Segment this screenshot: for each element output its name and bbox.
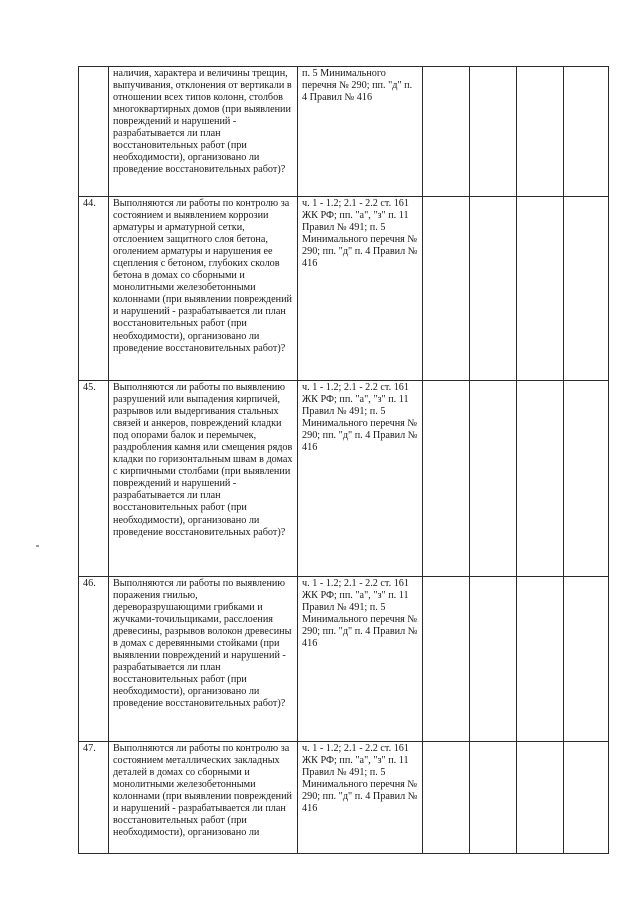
legal-references: п. 5 Минимального перечня № 290; пп. "д" п. 4 Правил № 416 <box>298 67 423 197</box>
check-question: наличия, характера и величины трещин, выпучивания, отклонения от вертикали в отношении всех типов колонн, столбов многоквартирных домов (при выявлении повреждений и нарушений - разрабатывается ли план восстановительных работ (при необходимости), организовано ли проведение восстановительных работ)? <box>109 67 298 197</box>
legal-references: ч. 1 - 1.2; 2.1 - 2.2 ст. 161 ЖК РФ; пп. "а", "з" п. 11 Правил № 491; п. 5 Минимального перечня № 290; пп. "д" п. 4 Правил № 416 <box>298 742 423 854</box>
answer-no-cell <box>470 577 517 742</box>
row-number: 47. <box>79 742 109 854</box>
table-row <box>79 742 609 854</box>
answer-no-cell <box>470 67 517 197</box>
checklist-table-region <box>78 66 608 854</box>
notes-cell <box>564 67 609 197</box>
legal-references: ч. 1 - 1.2; 2.1 - 2.2 ст. 161 ЖК РФ; пп. "а", "з" п. 11 Правил № 491; п. 5 Минимального перечня № 290; пп. "д" п. 4 Правил № 416 <box>298 577 423 742</box>
not-applicable-cell <box>517 742 564 854</box>
answer-yes-cell <box>423 67 470 197</box>
notes-cell <box>564 742 609 854</box>
notes-cell <box>564 197 609 381</box>
scan-speck <box>36 545 39 547</box>
legal-references: ч. 1 - 1.2; 2.1 - 2.2 ст. 161 ЖК РФ; пп. "а", "з" п. 11 Правил № 491; п. 5 Минимального перечня № 290; пп. "д" п. 4 Правил № 416 <box>298 381 423 577</box>
row-number <box>79 67 109 197</box>
legal-references: ч. 1 - 1.2; 2.1 - 2.2 ст. 161 ЖК РФ; пп. "а", "з" п. 11 Правил № 491; п. 5 Минимального перечня № 290; пп. "д" п. 4 Правил № 416 <box>298 197 423 381</box>
table-row <box>79 197 609 381</box>
not-applicable-cell <box>517 197 564 381</box>
checklist-table <box>78 66 609 854</box>
table-row <box>79 67 609 197</box>
answer-yes-cell <box>423 742 470 854</box>
notes-cell <box>564 577 609 742</box>
answer-yes-cell <box>423 197 470 381</box>
not-applicable-cell <box>517 67 564 197</box>
not-applicable-cell <box>517 577 564 742</box>
table-row <box>79 381 609 577</box>
answer-no-cell <box>470 197 517 381</box>
answer-no-cell <box>470 381 517 577</box>
row-number: 45. <box>79 381 109 577</box>
notes-cell <box>564 381 609 577</box>
answer-no-cell <box>470 742 517 854</box>
check-question: Выполняются ли работы по контролю за состоянием и выявлением коррозии арматуры и арматурной сетки, отслоением защитного слоя бетона, оголением арматуры и нарушения ее сцепления с бетоном, глубоких сколов бетона в домах со сборными и монолитными железобетонными колоннами (при выявлении повреждений и нарушений - разрабатывается ли план восстановительных работ (при необходимости), организовано ли проведение восстановительных работ)? <box>109 197 298 381</box>
check-question: Выполняются ли работы по контролю за состоянием металлических закладных деталей в домах со сборными и монолитными железобетонными колоннами (при выявлении повреждений и нарушений - разрабатывается ли план восстановительных работ (при необходимости), организовано ли <box>109 742 298 854</box>
answer-yes-cell <box>423 577 470 742</box>
check-question: Выполняются ли работы по выявлению поражения гнилью, дереворазрушающими грибками и жучками-точильщиками, расслоения древесины, разрывов волокон древесины в домах с деревянными стойками (при выявлении повреждений и нарушений - разрабатывается ли план восстановительных работ (при необходимости), организовано ли проведение восстановительных работ)? <box>109 577 298 742</box>
table-row <box>79 577 609 742</box>
row-number: 44. <box>79 197 109 381</box>
check-question: Выполняются ли работы по выявлению разрушений или выпадения кирпичей, разрывов или выдергивания стальных связей и анкеров, повреждений кладки под опорами балок и перемычек, раздробления камня или смещения рядов кладки по горизонтальным швам в домах с кирпичными столбами (при выявлении повреждений и нарушений - разрабатывается ли план восстановительных работ (при необходимости), организовано ли проведение восстановительных работ)? <box>109 381 298 577</box>
not-applicable-cell <box>517 381 564 577</box>
row-number: 46. <box>79 577 109 742</box>
answer-yes-cell <box>423 381 470 577</box>
